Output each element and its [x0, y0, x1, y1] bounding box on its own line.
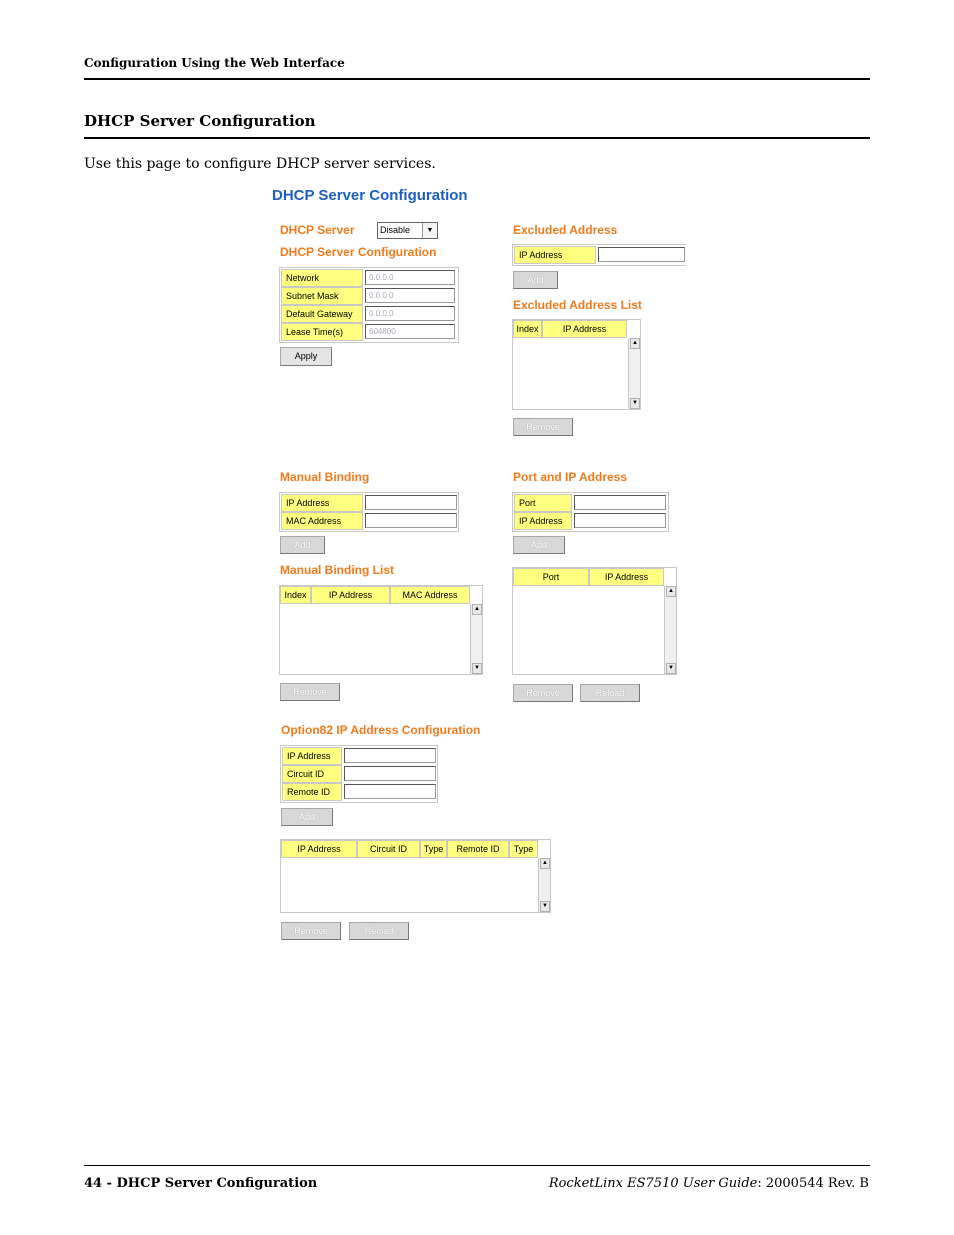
option82-circuit-input[interactable]	[344, 766, 436, 781]
option82-col-circuit: Circuit ID	[357, 840, 420, 858]
port-ip-remove-button[interactable]: Remove	[513, 684, 573, 702]
port-ip-col-port: Port	[513, 568, 589, 586]
footer-page-label: 44 - DHCP Server Configuration	[84, 1176, 318, 1191]
option82-ip-input[interactable]	[344, 748, 436, 763]
manual-table	[279, 492, 459, 532]
excluded-table	[512, 244, 686, 266]
scroll-down-icon[interactable]: ▼	[630, 398, 640, 409]
section-title: DHCP Server Configuration	[84, 112, 316, 130]
running-header: Configuration Using the Web Interface	[84, 56, 345, 70]
footer-doc-number: : 2000544 Rev. B	[757, 1176, 869, 1191]
option82-list[interactable]	[280, 839, 551, 913]
network-label: Network	[281, 269, 363, 287]
port-ip-col-ip: IP Address	[589, 568, 664, 586]
excluded-ip-label: IP Address	[514, 246, 596, 264]
excluded-list-heading: Excluded Address List	[513, 298, 642, 312]
option82-remote-label: Remote ID	[282, 783, 342, 801]
manual-scrollbar[interactable]	[470, 604, 482, 674]
chevron-down-icon: ▼	[422, 223, 437, 238]
lease-time-input[interactable]: 604800	[365, 324, 455, 339]
manual-add-button[interactable]: Add	[280, 536, 325, 554]
scroll-up-icon[interactable]: ▲	[472, 604, 482, 615]
option82-remote-input[interactable]	[344, 784, 436, 799]
lease-time-label: Lease Time(s)	[281, 323, 363, 341]
option82-scrollbar[interactable]	[538, 858, 550, 912]
port-ip-reload-button[interactable]: Reload	[580, 684, 640, 702]
excluded-col-ip: IP Address	[542, 320, 627, 338]
port-ip-label: IP Address	[514, 512, 572, 530]
manual-list-heading: Manual Binding List	[280, 563, 394, 577]
gateway-input[interactable]: 0.0.0.0	[365, 306, 455, 321]
dhcp-server-select[interactable]	[377, 222, 438, 239]
option82-reload-button[interactable]: Reload	[349, 922, 409, 940]
port-ip-input[interactable]	[574, 513, 666, 528]
port-ip-heading: Port and IP Address	[513, 470, 628, 484]
excluded-add-button[interactable]: Add	[513, 271, 558, 289]
excluded-col-index: Index	[513, 320, 542, 338]
option82-table	[280, 745, 438, 803]
option82-col-remote: Remote ID	[447, 840, 509, 858]
option82-col-type1: Type	[420, 840, 447, 858]
gateway-label: Default Gateway	[281, 305, 363, 323]
subnet-mask-label: Subnet Mask	[281, 287, 363, 305]
manual-heading: Manual Binding	[280, 470, 370, 484]
option82-remove-button[interactable]: Remove	[281, 922, 341, 940]
manual-col-ip: IP Address	[311, 586, 390, 604]
scroll-up-icon[interactable]: ▲	[666, 586, 676, 597]
header-rule	[84, 78, 870, 80]
option82-ip-label: IP Address	[282, 747, 342, 765]
manual-mac-label: MAC Address	[281, 512, 363, 530]
excluded-list[interactable]	[512, 319, 641, 410]
port-ip-scrollbar[interactable]	[664, 586, 676, 674]
manual-ip-label: IP Address	[281, 494, 363, 512]
footer-doc-info	[549, 1176, 869, 1191]
subnet-mask-input[interactable]: 0.0.0.0	[365, 288, 455, 303]
scroll-up-icon[interactable]: ▲	[630, 338, 640, 349]
dhcp-server-label: DHCP Server	[280, 223, 355, 237]
manual-mac-input[interactable]	[365, 513, 457, 528]
port-ip-add-button[interactable]: Add	[513, 536, 565, 554]
footer-rule	[84, 1165, 870, 1166]
option82-heading: Option82 IP Address Configuration	[281, 723, 481, 737]
intro-text: Use this page to configure DHCP server services.	[84, 156, 436, 172]
section-rule	[84, 137, 870, 139]
port-label: Port	[514, 494, 572, 512]
manual-remove-button[interactable]: Remove	[280, 683, 340, 701]
option82-col-type2: Type	[509, 840, 538, 858]
footer-product: RocketLinx ES7510 User Guide	[548, 1176, 758, 1191]
dhcp-server-value: Disable	[380, 225, 411, 235]
scroll-down-icon[interactable]: ▼	[666, 663, 676, 674]
manual-col-mac: MAC Address	[390, 586, 470, 604]
port-ip-list[interactable]	[512, 567, 677, 675]
excluded-ip-input[interactable]	[598, 247, 685, 262]
excluded-scrollbar[interactable]	[628, 338, 640, 409]
apply-button[interactable]: Apply	[280, 347, 332, 366]
option82-circuit-label: Circuit ID	[282, 765, 342, 783]
ui-title: DHCP Server Configuration	[272, 187, 468, 204]
manual-col-index: Index	[280, 586, 311, 604]
server-config-table	[279, 267, 459, 343]
manual-ip-input[interactable]	[365, 495, 457, 510]
excluded-remove-button[interactable]: Remove	[513, 418, 573, 436]
scroll-down-icon[interactable]: ▼	[540, 901, 550, 912]
excluded-heading: Excluded Address	[513, 223, 618, 237]
server-config-heading: DHCP Server Configuration	[280, 245, 437, 259]
port-ip-table	[512, 492, 669, 532]
manual-list[interactable]	[279, 585, 483, 675]
scroll-down-icon[interactable]: ▼	[472, 663, 482, 674]
option82-add-button[interactable]: Add	[281, 808, 333, 826]
option82-col-ip: IP Address	[281, 840, 357, 858]
port-input[interactable]	[574, 495, 666, 510]
network-input[interactable]: 0.0.0.0	[365, 270, 455, 285]
scroll-up-icon[interactable]: ▲	[540, 858, 550, 869]
